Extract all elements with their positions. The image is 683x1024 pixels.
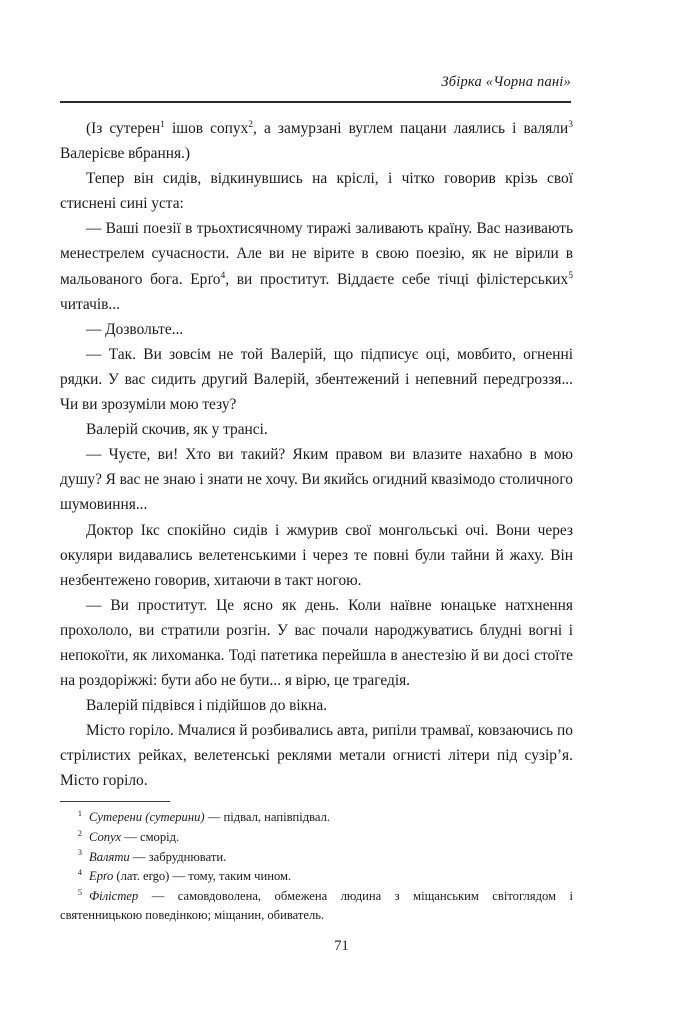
body-text-run: , ви проститут. Віддаєте себе тічці філістерських [225,270,569,288]
footnote-headword: Ерґо [89,869,114,884]
body-paragraph [60,417,573,442]
footnote-reference[interactable]: 3 [568,118,573,130]
body-paragraph [60,693,573,718]
body-text-run: — Чуєте, ви! Хто ви такий? Яким правом ви влазите нахабно в мою душу? Я вас не знаю і знати не хочу. Ви якийсь огидний квазімодо столичного шумовиння... [60,446,573,514]
body-paragraph [60,342,573,417]
footnote-reference[interactable]: 1 [160,118,165,130]
running-head: Збірка «Чорна пані» [441,74,571,90]
body-paragraph [60,216,573,316]
body-paragraph [60,718,573,793]
body-paragraph [60,593,573,693]
body-text-run: — Ви проститут. Це ясно як день. Коли наївне юнацьке натхнення прохололо, ви стратили розгін. У вас почали народжуватись блудні вогні і непокоїти, як лихоманка. Тоді патетика перейшла в анестезію й ви досі стоїте на роздоріжжі: бути або не бути... я вірю, це трагедія. [60,596,573,690]
body-text-run: Доктор Ікс спокійно сидів і жмурив свої монгольські очі. Вони через окуляри видавались велетенськими і через те повні були тайни й жаху. Він незбентежено говорив, хитаючи в такт ногою. [60,521,573,589]
body-text-run: Місто горіло. Мчалися й розбивались авта, рипіли трамваї, ковзаючись по стрілистих рейках, велетенські реклями метали огнисті літери під сузір’я. Місто горіло. [60,722,573,790]
running-head-rule [60,101,571,103]
body-text-run: , а замурзані вуглем пацани лаялись і валяли [253,120,569,137]
footnote-reference[interactable]: 4 [220,269,226,281]
footnote-definition: — забруднювати. [129,849,227,864]
body-text-run: Валерій підвівся і підійшов до вікна. [86,697,328,715]
footnote-reference[interactable]: 5 [568,269,573,281]
footnote-definition: — самовдоволена, обмежена людина з міщанським світоглядом і святенницькою поведінкою; міщанин, обиватель. [60,889,573,923]
body-text-run: — Ваші поезії в трьохтисячному тиражі заливають країну. Вас називають менестрелем сучасности. Але ви не вірите в свою поезію, як не вірили в мальованого бога. Ерґо [60,220,573,288]
footnote-definition: — підвал, напівпідвал. [204,810,331,824]
body-text-run: (Із сутерен [86,120,161,137]
body-text-run: Тепер він сидів, відкинувшись на кріслі, і чітко говорив крізь свої стиснені сині уста: [60,170,573,213]
body-text-column [60,116,573,794]
body-paragraph [60,317,573,342]
footnote-headword: Філістер [89,889,139,904]
body-paragraph [60,518,573,593]
body-paragraph [60,116,573,166]
body-text-run: ішов сопух [164,120,249,137]
body-text-run: — Дозвольте... [86,320,184,338]
footnote-definition: (лат. ergo) — тому, таким чином. [113,869,292,884]
footnote-separator-rule [60,801,170,802]
footnote-reference[interactable]: 2 [248,118,254,130]
footnote-item: 4 Ерґо (лат. ergo) — тому, таким чином. [77,868,292,884]
footnote-item: 3 Валяти — забруднювати. [77,848,227,864]
page-number: 71 [334,938,349,954]
footnote-item: 1 Сутерени (сутерини) — підвал, напівпідвал. [77,808,331,824]
footnote-headword: Сутерени (сутерини) [89,810,205,824]
footnote-item: 2 Сопух — сморід. [77,828,180,844]
body-text-run: Валерій скочив, як у трансі. [86,421,268,439]
body-text-run: — Так. Ви зовсім не той Валерій, що підписує оці, мовбито, огненні рядки. У вас сидить другий Валерій, збентежений і непевний передгроззя... Чи ви зрозуміли мою тезу? [60,345,573,414]
footnote-headword: Валяти [89,849,130,864]
body-text-run: Валерієве вбрання.) [60,145,191,163]
footnote-item: 5 Філістер — самовдоволена, обмежена людина з міщанським світоглядом і святенницькою поведінкою; міщанин, обиватель. [60,888,573,923]
body-text-run: читачів... [60,295,120,313]
body-paragraph [60,442,573,517]
footnote-list [60,808,573,926]
footnote-headword: Сопух [89,829,122,844]
footnote-definition: — сморід. [121,829,180,844]
body-paragraph [60,166,573,216]
